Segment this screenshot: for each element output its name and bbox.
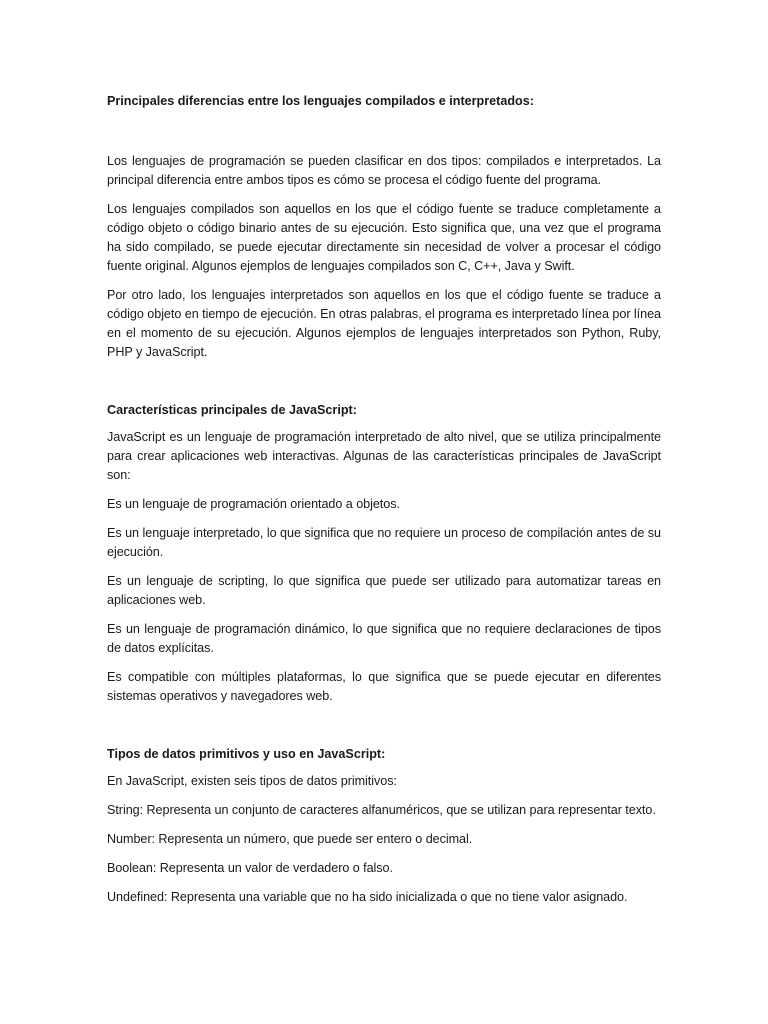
section-heading-primitive-types: Tipos de datos primitivos y uso en JavaScript: bbox=[107, 747, 386, 761]
paragraph: En JavaScript, existen seis tipos de datos primitivos: bbox=[107, 774, 397, 788]
paragraph: Es un lenguaje de programación orientado a objetos. bbox=[107, 497, 400, 511]
paragraph: String: Representa un conjunto de caracteres alfanuméricos, que se utilizan para representar texto. bbox=[107, 803, 656, 817]
document-page bbox=[107, 92, 661, 907]
paragraph: JavaScript es un lenguaje de programación interpretado de alto nivel, que se utiliza principalmente para crear aplicaciones web interactivas. Algunas de las características principales de JavaScript son: bbox=[107, 430, 661, 482]
paragraph: Por otro lado, los lenguajes interpretados son aquellos en los que el código fuente se traduce a código objeto en tiempo de ejecución. En otras palabras, el programa es interpretado línea por línea en el momento de su ejecución. Algunos ejemplos de lenguajes interpretados son Python, Ruby, PHP y JavaScript. bbox=[107, 288, 661, 359]
paragraph: Number: Representa un número, que puede ser entero o decimal. bbox=[107, 832, 473, 846]
section-heading-compiled-vs-interpreted: Principales diferencias entre los lenguajes compilados e interpretados: bbox=[107, 94, 534, 108]
paragraph: Los lenguajes compilados son aquellos en los que el código fuente se traduce completamente a código objeto o código binario antes de su ejecución. Esto significa que, una vez que el programa ha sido compilado, se puede ejecutar directamente sin necesidad de volver a procesar el código fuente original. Algunos ejemplos de lenguajes compilados son C, C++, Java y Swift. bbox=[107, 202, 661, 273]
paragraph: Es un lenguaje de programación dinámico, lo que significa que no requiere declaraciones de tipos de datos explícitas. bbox=[107, 622, 661, 655]
paragraph: Es un lenguaje interpretado, lo que significa que no requiere un proceso de compilación antes de su ejecución. bbox=[107, 526, 661, 559]
section-heading-javascript-features: Características principales de JavaScript: bbox=[107, 403, 357, 417]
paragraph: Undefined: Representa una variable que no ha sido inicializada o que no tiene valor asignado. bbox=[107, 890, 628, 904]
paragraph: Boolean: Representa un valor de verdadero o falso. bbox=[107, 861, 393, 875]
paragraph: Es un lenguaje de scripting, lo que significa que puede ser utilizado para automatizar tareas en aplicaciones web. bbox=[107, 574, 661, 607]
paragraph: Los lenguajes de programación se pueden clasificar en dos tipos: compilados e interpretados. La principal diferencia entre ambos tipos es cómo se procesa el código fuente del programa. bbox=[107, 154, 661, 187]
paragraph: Es compatible con múltiples plataformas, lo que significa que se puede ejecutar en diferentes sistemas operativos y navegadores web. bbox=[107, 670, 661, 703]
